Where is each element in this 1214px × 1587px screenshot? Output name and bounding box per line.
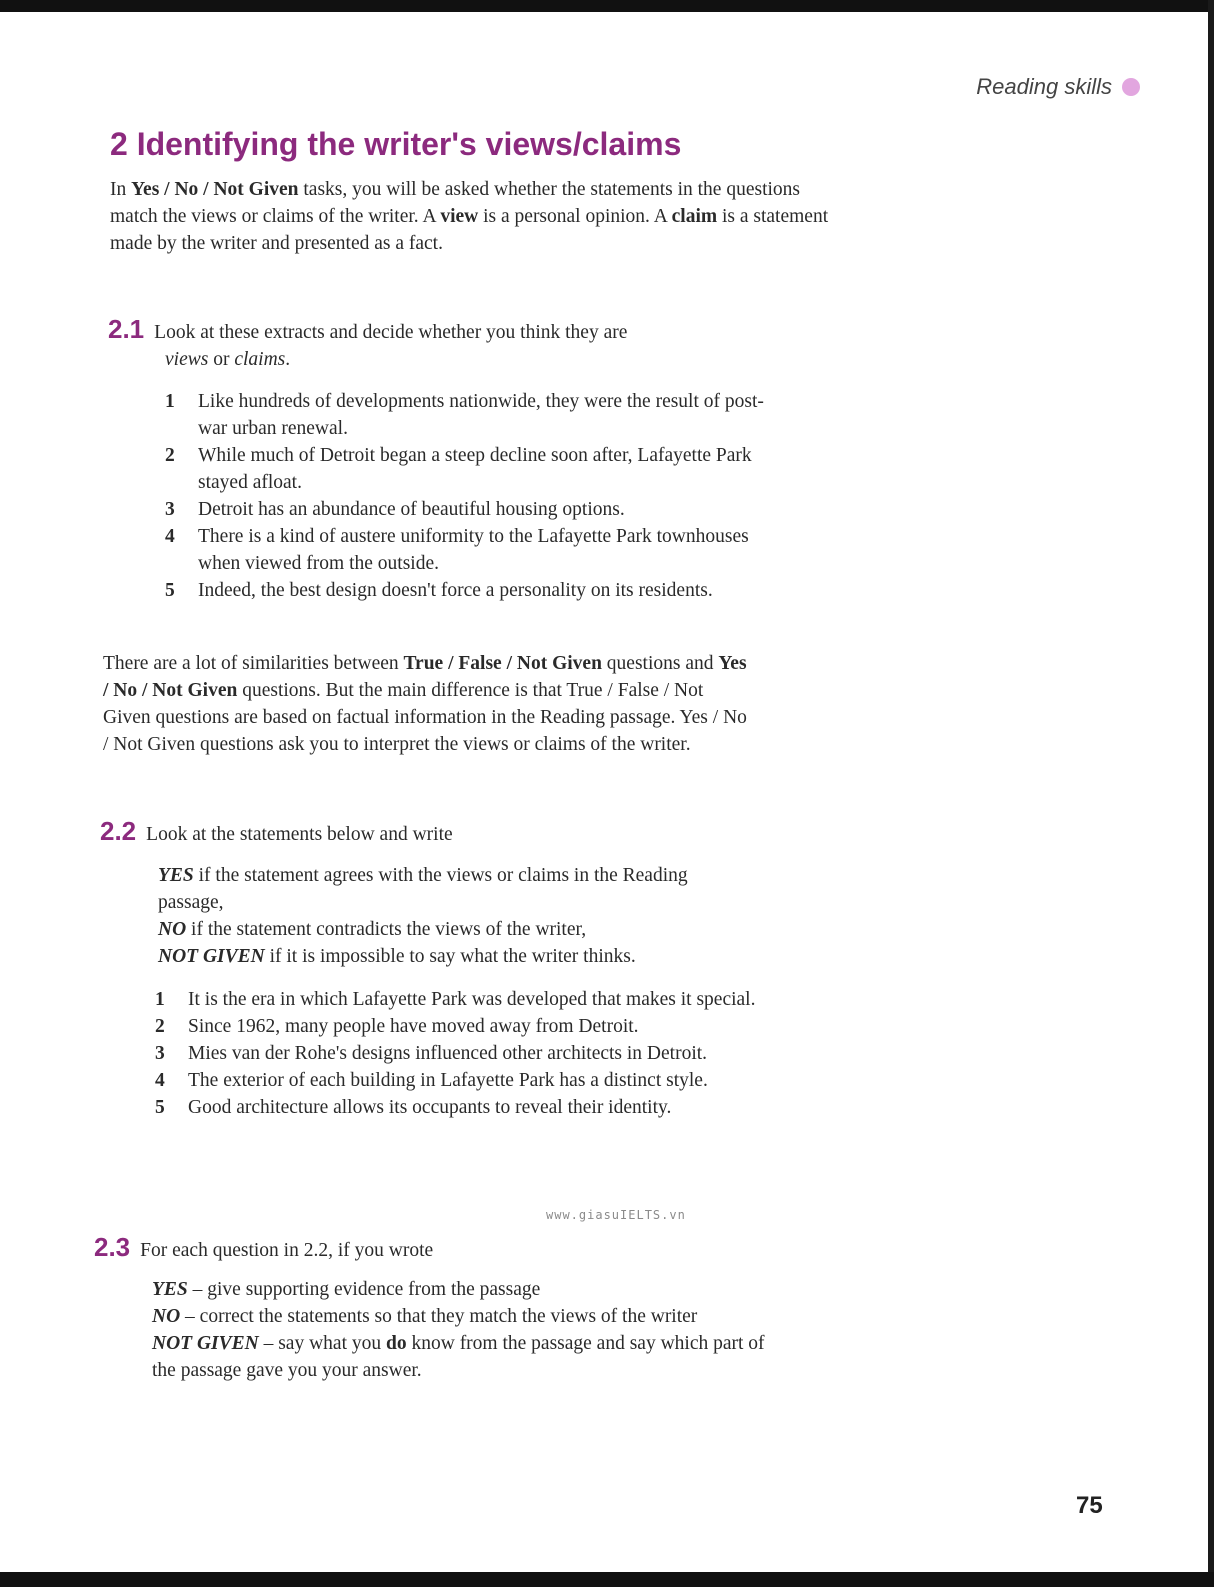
exercise-prompt: Look at these extracts and decide whether you think they are	[154, 322, 628, 343]
list-item-number: 2	[155, 1016, 165, 1037]
instruction-yes	[158, 862, 758, 916]
intro-text: is a personal opinion. A	[478, 206, 672, 227]
list-item	[155, 1067, 805, 1094]
list-item-text: Since 1962, many people have moved away from Detroit.	[188, 1016, 639, 1037]
list-item-text: Detroit has an abundance of beautiful housing options.	[198, 499, 625, 520]
running-header-title: Reading skills	[976, 74, 1112, 99]
intro-text: In	[110, 179, 132, 200]
extracts-list	[165, 388, 775, 604]
running-header	[900, 74, 1140, 100]
exercise-prompt: Look at the statements below and write	[146, 824, 453, 845]
exercise-2-3-heading	[94, 1234, 794, 1264]
keyword-not-given: NOT GIVEN	[158, 946, 265, 967]
list-item-text: Indeed, the best design doesn't force a personality on its residents.	[198, 580, 713, 601]
follow-up-instructions	[152, 1276, 772, 1384]
keyword-not-given: NOT GIVEN	[152, 1333, 259, 1354]
follow-up-yes	[152, 1276, 772, 1303]
instruction-text: if the statement contradicts the views of the writer,	[186, 919, 587, 940]
instruction-text: – give supporting evidence from the passage	[187, 1279, 541, 1300]
exercise-number: 2.3	[94, 1232, 131, 1262]
list-item-text: Mies van der Rohe's designs influenced other architects in Detroit.	[188, 1043, 708, 1064]
comparison-paragraph	[103, 650, 753, 758]
exercise-prompt: For each question in 2.2, if you wrote	[140, 1240, 434, 1261]
exercise-number: 2.2	[100, 816, 137, 846]
instruction-text: if the statement agrees with the views or claims in the Reading passage,	[158, 865, 688, 913]
scan-top-edge	[0, 0, 1214, 12]
follow-up-no	[152, 1303, 772, 1330]
prompt-claims: claims	[234, 349, 286, 370]
prompt-views: views	[165, 349, 209, 370]
list-item-text: Like hundreds of developments nationwide, they were the result of post-war urban renewal.	[198, 391, 764, 439]
header-dot-icon	[1122, 78, 1140, 96]
list-item-text: There is a kind of austere uniformity to the Lafayette Park townhouses when viewed from the outside.	[198, 526, 749, 574]
keyword-no: NO	[152, 1306, 181, 1327]
instruction-text: if it is impossible to say what the writer thinks.	[264, 946, 636, 967]
list-item	[165, 496, 775, 523]
list-item	[155, 1040, 805, 1067]
intro-term: Yes / No / Not Given	[131, 179, 299, 200]
follow-up-not-given	[152, 1330, 772, 1384]
answer-instructions	[158, 862, 758, 970]
list-item-text: The exterior of each building in Lafayette Park has a distinct style.	[188, 1070, 708, 1091]
list-item	[165, 442, 775, 496]
list-item-number: 5	[155, 1097, 165, 1118]
list-item-text: It is the era in which Lafayette Park was developed that makes it special.	[188, 989, 756, 1010]
scan-bottom-edge	[0, 1572, 1214, 1587]
comparison-term: True / False / Not Given	[403, 653, 602, 674]
keyword-no: NO	[158, 919, 187, 940]
list-item-number: 3	[165, 499, 175, 520]
list-item-number: 4	[155, 1070, 165, 1091]
watermark: www.giasuIELTS.vn	[546, 1208, 686, 1222]
list-item	[155, 986, 805, 1013]
exercise-prompt-line2	[108, 346, 808, 373]
list-item-number: 2	[165, 445, 175, 466]
list-item-text: Good architecture allows its occupants to reveal their identity.	[188, 1097, 672, 1118]
section-title: 2 Identifying the writer's views/claims	[110, 126, 682, 162]
list-item	[165, 577, 775, 604]
intro-text: tasks, you will be asked whether the statements in the questions match the views or claims of the writer. A	[110, 179, 800, 227]
instruction-no	[158, 916, 758, 943]
list-item	[165, 388, 775, 442]
comparison-text: questions and	[601, 653, 719, 674]
list-item	[165, 523, 775, 577]
comparison-text: There are a lot of similarities between	[103, 653, 404, 674]
statements-list	[155, 986, 805, 1121]
instruction-text: know from the passage and say which part of the passage gave you your answer.	[152, 1333, 765, 1381]
prompt-or: or	[208, 349, 235, 370]
exercise-2-2-heading	[100, 818, 800, 848]
list-item-number: 5	[165, 580, 175, 601]
instruction-text: – say what you	[258, 1333, 386, 1354]
intro-text: is a statement made by the writer and presented as a fact.	[110, 206, 829, 254]
list-item-number: 1	[165, 391, 175, 412]
instruction-text: – correct the statements so that they match the views of the writer	[180, 1306, 698, 1327]
comparison-term: Yes / No / Not Given	[103, 653, 747, 701]
list-item	[155, 1013, 805, 1040]
prompt-dot: .	[285, 349, 291, 370]
keyword-yes: YES	[158, 865, 194, 886]
list-item-number: 1	[155, 989, 165, 1010]
instruction-not-given	[158, 943, 758, 970]
list-item-number: 4	[165, 526, 175, 547]
list-item	[155, 1094, 805, 1121]
intro-paragraph	[110, 176, 830, 257]
exercise-number: 2.1	[108, 314, 145, 344]
page-number: 75	[1076, 1492, 1103, 1519]
list-item-number: 3	[155, 1043, 165, 1064]
list-item-text: While much of Detroit began a steep decline soon after, Lafayette Park stayed afloat.	[198, 445, 752, 493]
keyword-yes: YES	[152, 1279, 188, 1300]
intro-term-view: view	[440, 206, 479, 227]
intro-term-claim: claim	[671, 206, 718, 227]
emphasis-do: do	[386, 1333, 407, 1354]
comparison-text: questions. But the main difference is that True / False / Not Given questions are based on factual information in the Reading passage. Yes / No / Not Given questions ask you to interpret the views or claims of the writer.	[103, 680, 747, 755]
exercise-2-1-heading	[108, 316, 808, 373]
scan-right-edge	[1208, 0, 1214, 1587]
